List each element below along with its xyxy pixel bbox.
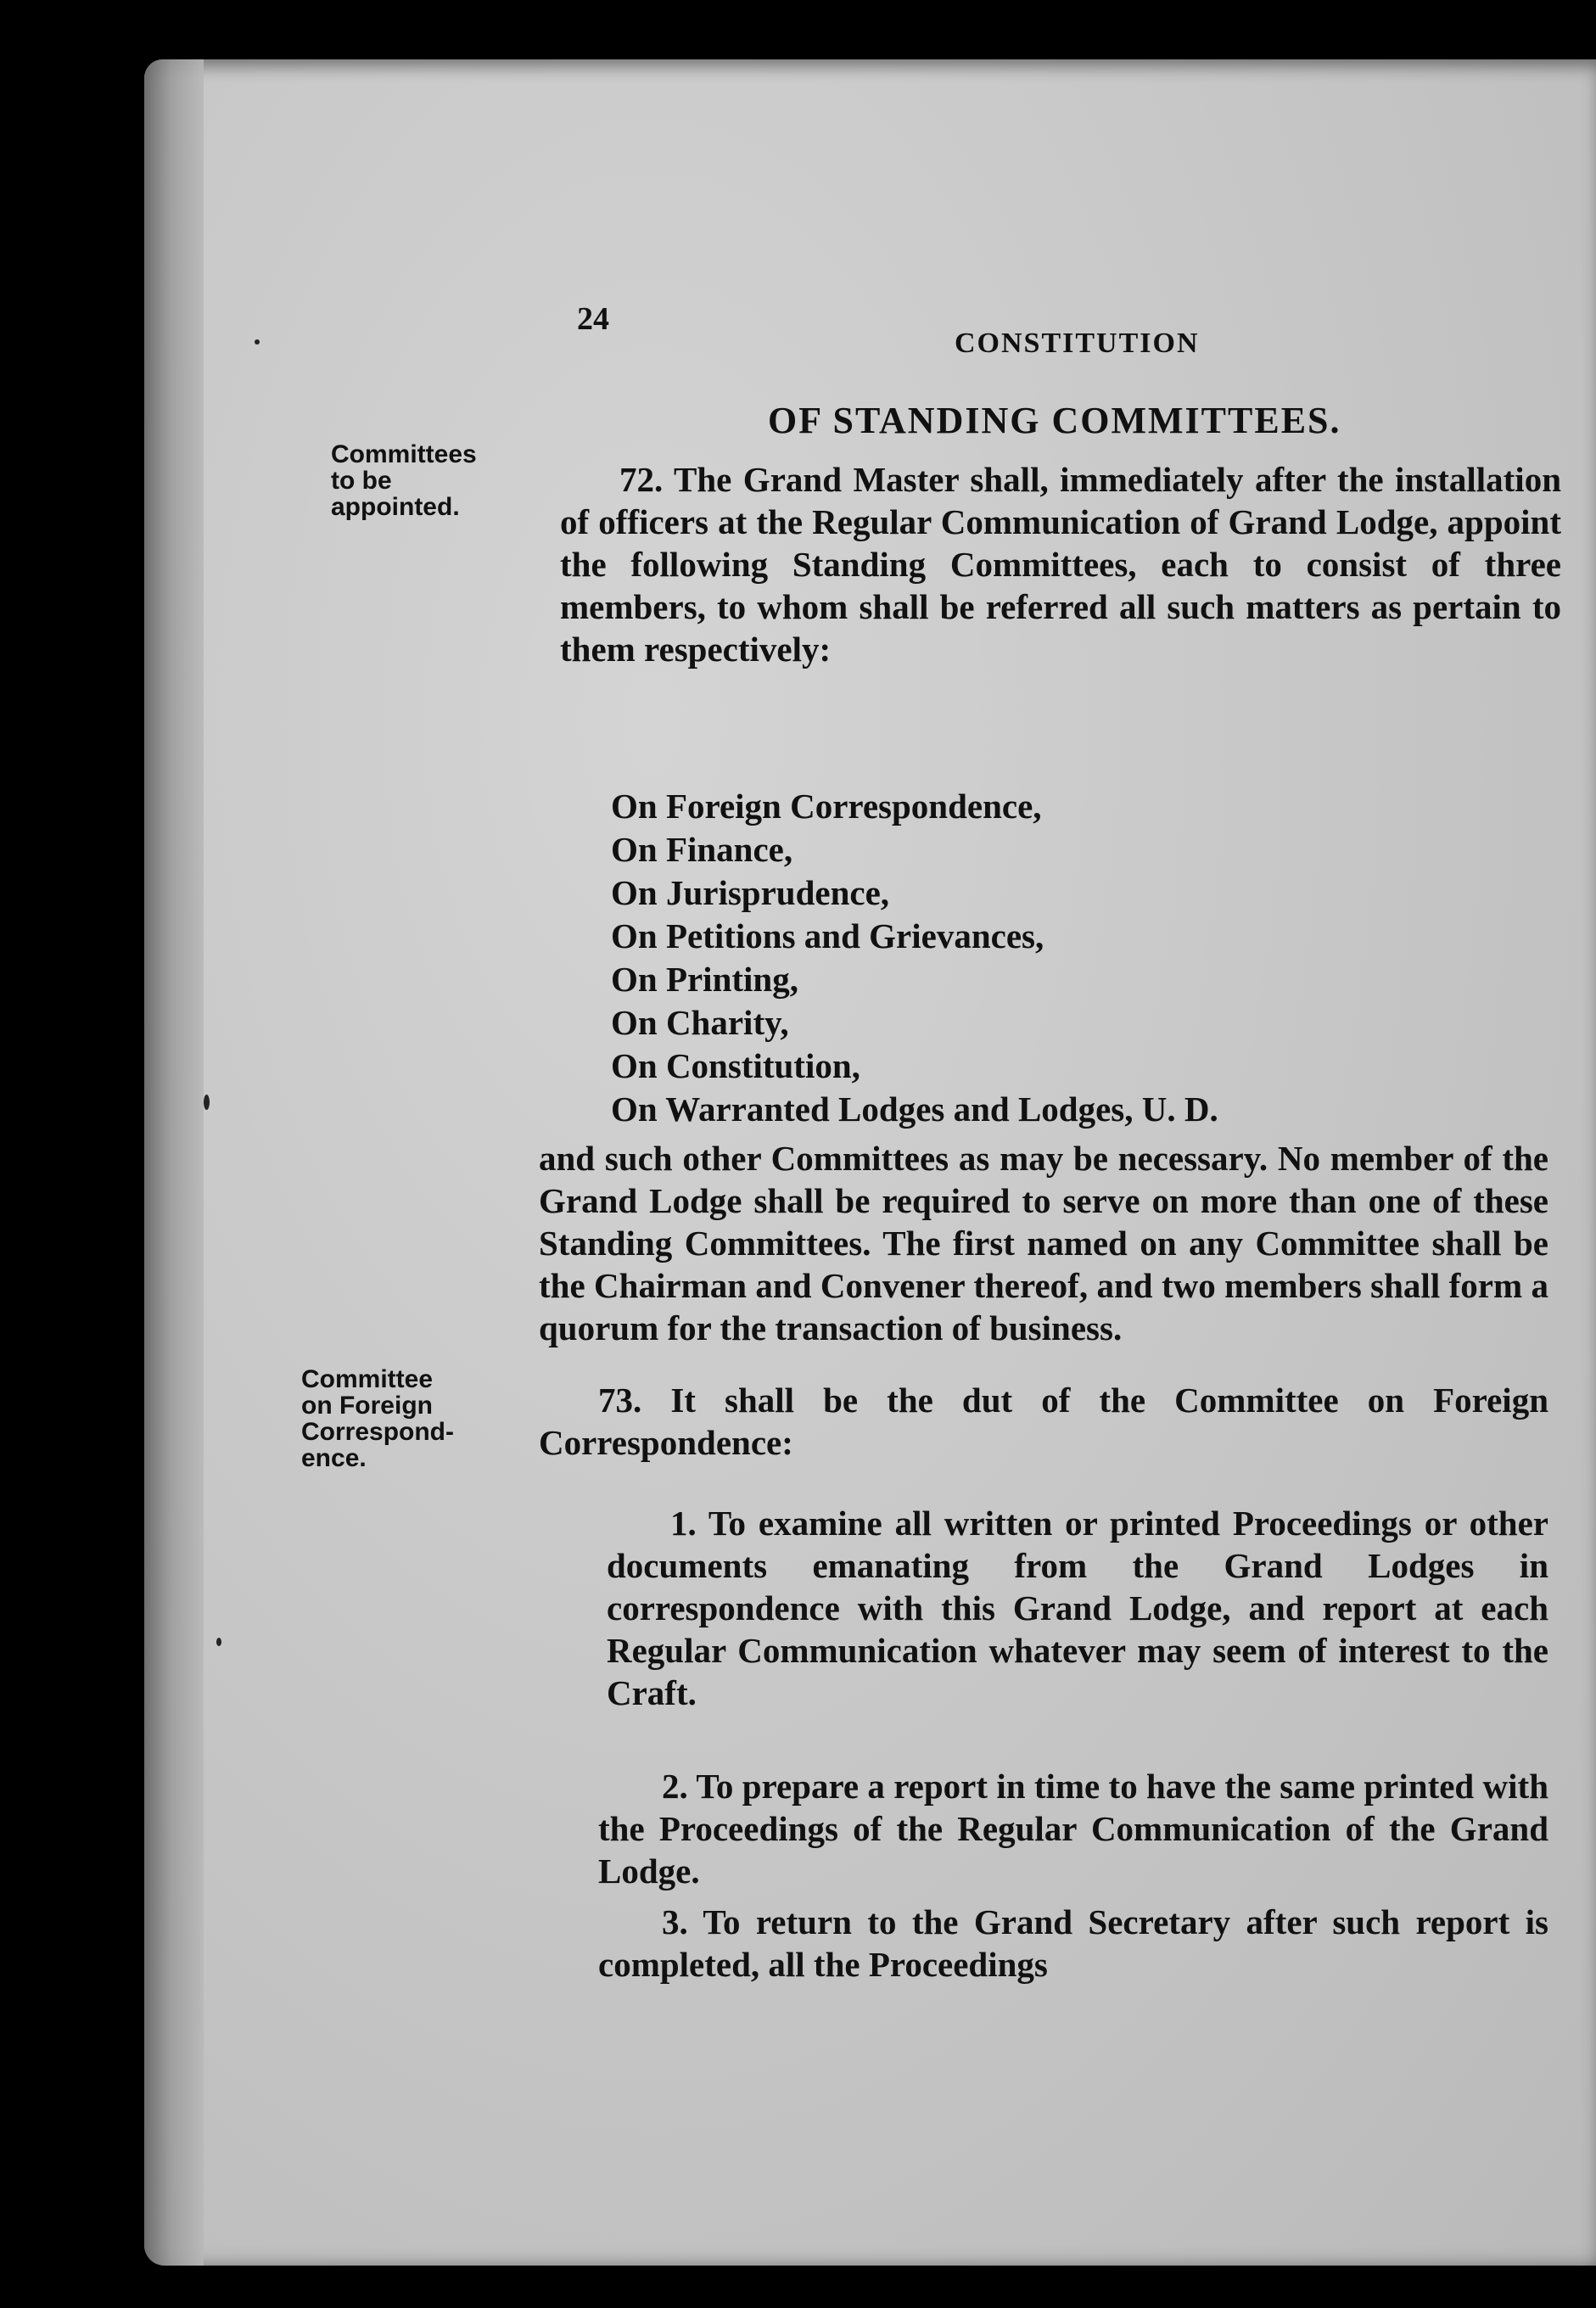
margin-note-line: Correspond- <box>301 1418 454 1446</box>
margin-note-line: ence. <box>301 1444 367 1472</box>
committee-list <box>611 785 1218 1131</box>
scan-speck <box>204 1095 210 1110</box>
section-72-text: 72. The Grand Master shall, immediately after the installation of officers at the Regular Communication of Grand Lodge, appoint the following Standing Committees, each to consist of three members, to whom shall be referred all such matters as pertain to them respectively: <box>560 460 1561 669</box>
scanned-page <box>144 59 1596 2266</box>
list-item: On Finance, <box>611 830 793 869</box>
margin-note-line: Committees <box>331 440 477 468</box>
list-item: On Printing, <box>611 960 798 999</box>
section-73-paragraph <box>539 1379 1548 1464</box>
margin-note-line: to be <box>331 467 392 495</box>
duty-3: 3. To return to the Grand Secretary after such report is completed, all the Proceedings <box>598 1902 1548 1984</box>
margin-note-committees-appointed <box>331 441 477 520</box>
running-head: CONSTITUTION <box>955 328 1200 359</box>
section-72-continuation <box>539 1137 1548 1349</box>
duty-2: 2. To prepare a report in time to have the same printed with the Proceedings of the Regular Communication of the Grand Lodge. <box>598 1767 1548 1891</box>
duty-1: 1. To examine all written or printed Proceedings or other documents emanating from the Grand Lodges in correspondence with this Grand Lodge, and report at each Regular Communication whatever may seem of interest to the Craft. <box>607 1504 1548 1712</box>
page-number: 24 <box>577 301 609 337</box>
section-72-paragraph <box>560 458 1561 670</box>
margin-note-foreign-correspondence <box>301 1366 454 1471</box>
scan-speck <box>216 1638 221 1646</box>
list-item: On Charity, <box>611 1003 789 1042</box>
list-item: On Jurisprudence, <box>611 873 890 912</box>
list-item: On Constitution, <box>611 1046 860 1085</box>
book-gutter-shadow <box>144 59 204 2266</box>
list-item: On Warranted Lodges and Lodges, U. D. <box>611 1090 1218 1129</box>
list-item: On Petitions and Grievances, <box>611 916 1044 955</box>
margin-note-line: Committee <box>301 1365 434 1393</box>
section-73-text: 73. It shall be the dut of the Committee on Foreign Correspondence: <box>539 1381 1548 1462</box>
margin-note-line: on Foreign <box>301 1392 433 1420</box>
section-72-continuation-text: and such other Committees as may be necessary. No member of the Grand Lodge shall be required to serve on more than one of these Standing Committees. The first named on any Committee shall be the Chairman and Convener thereof, and two members shall form a quorum for the transaction of business. <box>539 1139 1548 1347</box>
scan-speck <box>255 339 260 345</box>
list-item: On Foreign Correspondence, <box>611 787 1042 826</box>
section-heading: OF STANDING COMMITTEES. <box>768 400 1341 441</box>
margin-note-line: appointed. <box>331 493 460 521</box>
